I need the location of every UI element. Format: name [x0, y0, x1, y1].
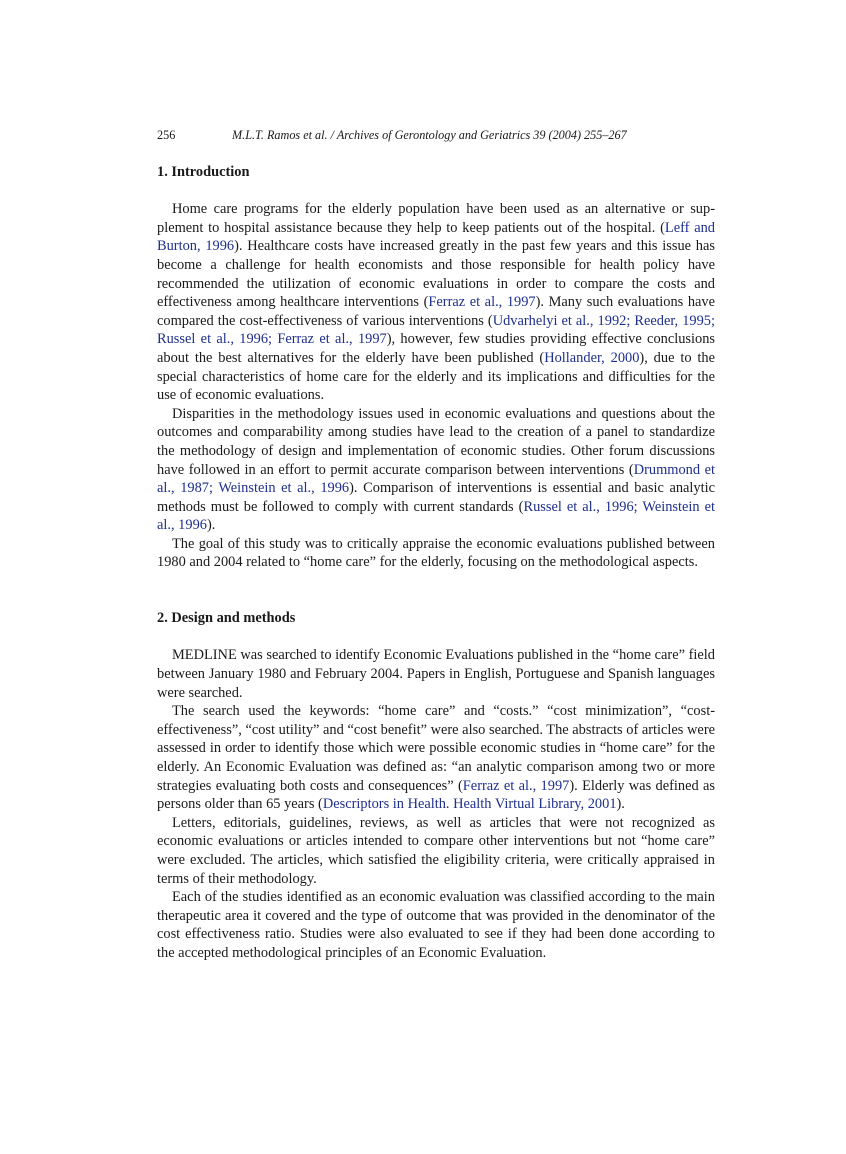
paragraph: [157, 535, 715, 572]
paragraph: [157, 814, 715, 888]
paragraph-text: ), however, few studies providing effective conclusions about the best alternatives for the elderly have been published (: [157, 331, 716, 366]
paragraph-text: Disparities in the methodology issues used in economic evaluations and questions about the outcomes and comparability among studies have lead to the creation of a panel to standardize the methodology of design and implementation of economic studies. Other forum discussions have followed in an effort to permit accurate comparison between interventions (: [157, 405, 715, 478]
citation-link[interactable]: Drummond et al., 1987; Weinstein et al., 1996: [157, 461, 715, 497]
citation-link[interactable]: Hollander, 2000: [544, 349, 640, 366]
paragraph: [157, 200, 715, 405]
paragraph-text: ). Elderly was defined as persons older than 65 years (: [157, 777, 715, 813]
paragraph: [157, 405, 715, 535]
page-number: 256: [157, 128, 176, 142]
paragraph-text: ), due to the special characteristics of home care for the elderly and its implications and difficulties for the use of economic evaluations.: [157, 349, 715, 404]
paragraph-text: Letters, editorials, guidelines, reviews, as well as articles that were not recognized as economic evaluations or articles intended to compare other interventions but not “home care” were excluded. The articles, which satisfied the eligibility criteria, were critically appraised in terms of their methodology.: [157, 814, 715, 887]
paragraph-text: ).: [616, 796, 625, 813]
citation-link[interactable]: Ferraz et al., 1997: [428, 294, 536, 311]
article-body: [157, 163, 715, 963]
paragraph-text: MEDLINE was searched to identify Economic Evaluations published in the “home care” field between January 1980 and February 2004. Papers in English, Portuguese and Spanish languages were searched.: [157, 647, 715, 701]
paragraph-text: The search used the keywords: “home care” and “costs.” “cost minimization”, “cost-effectiveness”, “cost utility” and “cost benefit” were also searched. The abstracts of articles were assessed in order to identify those which were possible economic studies in “home care” for the elderly. An Economic Evaluation was defined as: “an analytic comparison among two or more strategies evaluating both costs and consequences” (: [157, 703, 715, 794]
citation-link[interactable]: Ferraz et al., 1997: [462, 777, 570, 794]
running-header: [157, 127, 717, 143]
paragraph-text: Home care programs for the elderly population have been used as an alternative or supplement to hospital assistance because they help to keep patients out of the hospital. (: [157, 201, 715, 236]
paragraph-text: The goal of this study was to critically appraise the economic evaluations published between 1980 and 2004 related to “home care” for the elderly, focusing on the methodological aspects.: [157, 535, 715, 571]
paragraph-text: ).: [206, 517, 216, 534]
section-design-and-methods: [157, 609, 715, 962]
journal-reference: M.L.T. Ramos et al. / Archives of Gerontology and Geriatrics 39 (2004) 255–267: [232, 128, 627, 142]
citation-link[interactable]: Russel et al., 1996; Weinstein et al., 1996: [157, 498, 715, 534]
paragraph-text: ). Healthcare costs have increased greatly in the past few years and this issue has become a challenge for health economists and those responsible for health policy have recommended the utilization of economic evaluations in order to compare the costs and effectiveness among healthcare interventions (: [157, 238, 715, 311]
paragraph: [157, 888, 715, 962]
citation-link[interactable]: Leff and Burton, 1996: [157, 219, 715, 255]
section-introduction: [157, 163, 715, 572]
citation-link[interactable]: Udvarhelyi et al., 1992; Reeder, 1995; Russel et al., 1996; Ferraz et al., 1997: [157, 312, 715, 348]
citation-link[interactable]: Descriptors in Health. Health Virtual Library, 2001: [322, 796, 617, 813]
section-heading: 2. Design and methods: [157, 610, 296, 627]
section-heading: 1. Introduction: [157, 164, 250, 180]
paragraph-text: ). Many such evaluations have compared the cost-effectiveness of various interventions (: [157, 294, 716, 329]
paragraph: [157, 646, 715, 702]
paragraph-text: Each of the studies identified as an economic evaluation was classified according to the main therapeutic area it covered and the type of outcome that was provided in the denominator of the cost effectiveness ratio. Studies were also evaluated to see if they had been done according to the accepted methodological principles of an Economic Evaluation.: [157, 889, 715, 961]
paragraph: [157, 702, 715, 814]
paragraph-text: ). Comparison of interventions is essential and basic analytic methods must be followed to comply with current standards (: [157, 480, 715, 515]
